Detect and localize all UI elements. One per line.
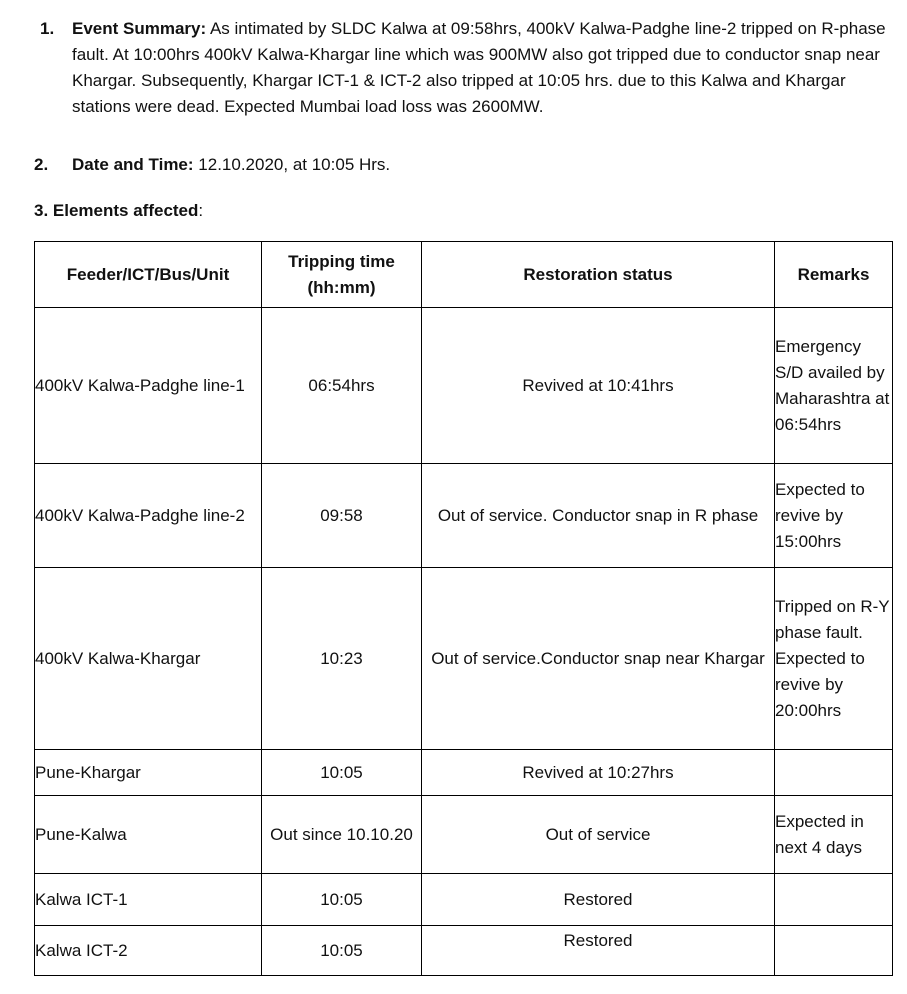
cell-feeder: Kalwa ICT-1 [35,874,262,926]
cell-feeder: Pune-Kalwa [35,796,262,874]
cell-tripping-time: 10:05 [262,750,422,796]
cell-restoration-status: Revived at 10:27hrs [422,750,775,796]
event-summary-text: As intimated by SLDC Kalwa at 09:58hrs, 400kV Kalwa-Padghe line-2 tripped on R-phase fault. At 10:00hrs 400kV Kalwa-Khargar line which was 900MW also got tripped due to conductor snap near Khargar. Subsequently, Khargar ICT-1 & ICT-2 also tripped at 10:05 hrs. due to this Kalwa and Khargar stations were dead. Expected Mumbai load loss was 2600MW. [72,19,886,116]
cell-remarks [775,750,893,796]
cell-feeder: 400kV Kalwa-Padghe line-1 [35,308,262,464]
table-row [35,926,893,976]
date-time-label: Date and Time: [72,155,194,174]
elements-affected-table [34,241,893,976]
cell-tripping-time: 06:54hrs [262,308,422,464]
header-remarks: Remarks [775,242,893,308]
cell-feeder: 400kV Kalwa-Padghe line-2 [35,464,262,568]
cell-tripping-time: Out since 10.10.20 [262,796,422,874]
cell-tripping-time: 09:58 [262,464,422,568]
cell-tripping-time: 10:05 [262,926,422,976]
date-time-value: 12.10.2020, at 10:05 Hrs. [198,155,391,174]
cell-tripping-time: 10:23 [262,568,422,750]
cell-restoration-status: Out of service. Conductor snap in R phase [422,464,775,568]
cell-remarks: Emergency S/D availed by Maharashtra at 06:54hrs [775,308,893,464]
elements-affected-heading [34,198,203,224]
elements-affected-colon: : [198,201,204,220]
cell-restoration-status: Restored [422,874,775,926]
table-row [35,464,893,568]
table-row [35,308,893,464]
cell-restoration-status: Out of service [422,796,775,874]
event-summary [72,16,894,120]
table-row [35,568,893,750]
cell-remarks: Expected in next 4 days [775,796,893,874]
table-header-row [35,242,893,308]
elements-affected-label: 3. Elements affected [34,201,199,220]
cell-feeder: Kalwa ICT-2 [35,926,262,976]
table-row [35,874,893,926]
header-tripping-time-line1: Tripping time [288,251,395,271]
cell-tripping-time: 10:05 [262,874,422,926]
cell-remarks [775,874,893,926]
cell-remarks: Tripped on R-Y phase fault. Expected to revive by 20:00hrs [775,568,893,750]
header-restoration-status: Restoration status [422,242,775,308]
header-feeder: Feeder/ICT/Bus/Unit [35,242,262,308]
cell-remarks: Expected to revive by 15:00hrs [775,464,893,568]
cell-restoration-status: Revived at 10:41hrs [422,308,775,464]
cell-remarks [775,926,893,976]
table-row [35,796,893,874]
event-summary-label: Event Summary: [72,19,207,38]
header-tripping-time-line2: (hh:mm) [307,277,376,297]
cell-feeder: 400kV Kalwa-Khargar [35,568,262,750]
cell-restoration-status: Out of service.Conductor snap near Khargar [422,568,775,750]
summary-number: 1. [40,19,55,38]
table-row [35,750,893,796]
cell-restoration-status: Restored [422,926,775,976]
header-tripping-time [262,242,422,308]
date-time-number: 2. [34,155,49,174]
cell-feeder: Pune-Khargar [35,750,262,796]
date-time [72,152,390,178]
